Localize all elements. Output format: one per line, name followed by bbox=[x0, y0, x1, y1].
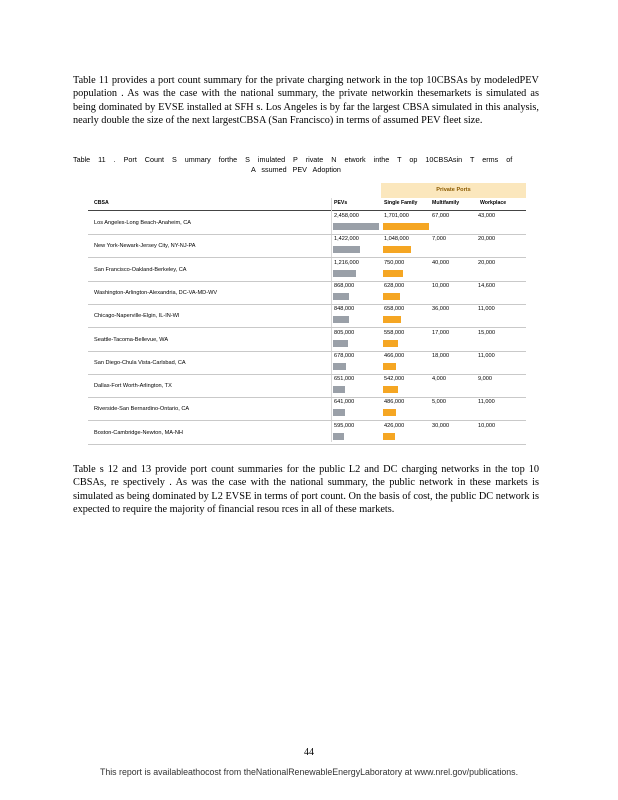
workplace-cell: 43,000 bbox=[478, 213, 496, 219]
table-row bbox=[88, 211, 526, 235]
cbsa-cell: Los Angeles-Long Beach-Anaheim, CA bbox=[94, 220, 192, 226]
caption-line-1: Table 11 . Port Count S ummary forthe S imulated P rivate N etwork inthe T op 10CBSAsin T erms of bbox=[73, 155, 513, 164]
single-family-cell: 750,000 bbox=[384, 259, 405, 266]
workplace-cell: 10,000 bbox=[478, 422, 496, 429]
multifamily-cell: 40,000 bbox=[432, 259, 450, 266]
multifamily-cell: 18,000 bbox=[432, 352, 450, 359]
single-family-cell: 558,000 bbox=[384, 329, 405, 336]
col-header-multifamily: Multifamily bbox=[432, 200, 460, 206]
pevs-cell: 651,000 bbox=[334, 376, 355, 383]
single-family-bar bbox=[383, 340, 398, 347]
pevs-bar bbox=[333, 363, 346, 370]
cbsa-cell: San Francisco-Oakland-Berkeley, CA bbox=[94, 266, 187, 273]
workplace-cell: 11,000 bbox=[478, 306, 495, 313]
single-family-cell: 1,048,000 bbox=[384, 236, 409, 243]
single-family-cell: 628,000 bbox=[384, 282, 405, 289]
table-row bbox=[88, 304, 526, 328]
single-family-bar bbox=[383, 293, 400, 300]
table-row bbox=[88, 374, 526, 398]
cbsa-cell: Boston-Cambridge-Newton, MA-NH bbox=[94, 429, 183, 436]
multifamily-cell: 17,000 bbox=[432, 329, 450, 336]
pevs-bar bbox=[333, 246, 360, 253]
pevs-bar bbox=[333, 409, 345, 416]
page-footer: This report is availableathocost from theNationalRenewableEnergyLaboratory at www.nrel.gov/publications. bbox=[99, 767, 519, 777]
pevs-bar bbox=[333, 386, 345, 393]
pevs-cell: 1,216,000 bbox=[334, 259, 359, 266]
multifamily-cell: 4,000 bbox=[432, 376, 446, 383]
single-family-cell: 426,000 bbox=[384, 422, 405, 429]
workplace-cell: 20,000 bbox=[478, 259, 496, 266]
pevs-bar bbox=[333, 316, 349, 323]
table-row bbox=[88, 397, 526, 421]
single-family-bar bbox=[383, 386, 398, 393]
table-row bbox=[88, 281, 526, 305]
table-row bbox=[88, 258, 526, 282]
pevs-bar bbox=[333, 340, 348, 347]
cbsa-cell: Seattle-Tacoma-Bellevue, WA bbox=[94, 336, 169, 343]
table-row bbox=[88, 328, 526, 352]
pevs-cell: 1,422,000 bbox=[334, 236, 359, 243]
col-header-pevs: PEVs bbox=[334, 200, 348, 206]
table-row bbox=[88, 234, 526, 258]
caption-line-2: A ssumed PEV Adoption bbox=[251, 165, 341, 175]
private-ports-group-header: Private Ports bbox=[381, 183, 526, 198]
workplace-cell: 11,000 bbox=[478, 399, 495, 406]
cbsa-cell: Riverside-San Bernardino-Ontario, CA bbox=[94, 406, 190, 413]
body-paragraph-2: Table s 12 and 13 provide port count summaries for the public L2 and DC charging networks in the top 10 CBSAs, re spectively . As was the case with the national summary, the public network in these markets is simulated as being dominated by L2 EVSE in terms of port count. On the basis of cost, the public DC network is expected to require the majority of financial resou rces in all of these markets. bbox=[73, 464, 539, 516]
single-family-bar bbox=[383, 270, 403, 277]
pevs-cell: 2,458,000 bbox=[334, 213, 359, 219]
pevs-cell: 678,000 bbox=[334, 352, 355, 359]
pevs-cell: 641,000 bbox=[334, 399, 355, 406]
table-row bbox=[88, 351, 526, 375]
multifamily-cell: 5,000 bbox=[432, 399, 446, 406]
col-header-single-family: Single Family bbox=[384, 200, 418, 206]
workplace-cell: 20,000 bbox=[478, 236, 496, 243]
single-family-bar bbox=[383, 409, 396, 416]
workplace-cell: 14,600 bbox=[478, 282, 496, 289]
multifamily-cell: 30,000 bbox=[432, 422, 450, 429]
cbsa-cell: San Diego-Chula Vista-Carlsbad, CA bbox=[94, 359, 186, 366]
table-caption bbox=[73, 155, 543, 176]
single-family-bar bbox=[383, 246, 411, 253]
workplace-cell: 9,000 bbox=[478, 376, 492, 383]
cbsa-cell: Washington-Arlington-Alexandria, DC-VA-MD-WV bbox=[94, 289, 218, 296]
pevs-bar bbox=[333, 293, 349, 300]
single-family-bar bbox=[383, 433, 395, 440]
single-family-cell: 1,701,000 bbox=[384, 213, 409, 219]
single-family-bar bbox=[383, 363, 396, 370]
table-row bbox=[88, 421, 526, 445]
single-family-bar bbox=[383, 223, 429, 230]
workplace-cell: 11,000 bbox=[478, 352, 495, 359]
multifamily-cell: 36,000 bbox=[432, 306, 450, 313]
cbsa-cell: Dallas-Fort Worth-Arlington, TX bbox=[94, 383, 172, 390]
page-number: 44 bbox=[304, 747, 314, 758]
cbsa-cell: Chicago-Naperville-Elgin, IL-IN-WI bbox=[94, 313, 180, 320]
pevs-cell: 805,000 bbox=[334, 329, 355, 336]
pevs-cell: 595,000 bbox=[334, 422, 355, 429]
workplace-cell: 15,000 bbox=[478, 329, 496, 336]
single-family-cell: 466,000 bbox=[384, 352, 405, 359]
body-paragraph-1: Table 11 provides a port count summary for the private charging network in the top 10CBSAs by modeledPEV population . As was the case with the national summary, the private networkin thesemarkets is simulated as being dominated by EVSE installed at SFH s. Los Angeles is by far the largest CBSA simulated in this analysis, nearly double the size of the next largestCBSA (San Francisco) in terms of assumed PEV fleet size. bbox=[73, 75, 539, 127]
pevs-bar bbox=[333, 270, 356, 277]
pevs-bar bbox=[333, 433, 344, 440]
pevs-bar bbox=[333, 223, 379, 230]
pevs-cell: 848,000 bbox=[334, 306, 355, 313]
single-family-cell: 542,000 bbox=[384, 376, 405, 383]
single-family-cell: 486,000 bbox=[384, 399, 405, 406]
multifamily-cell: 67,000 bbox=[432, 213, 450, 219]
table-column-headers bbox=[88, 198, 526, 211]
multifamily-cell: 7,000 bbox=[432, 236, 446, 243]
col-header-cbsa: CBSA bbox=[94, 200, 109, 206]
pevs-cell: 868,000 bbox=[334, 282, 355, 289]
multifamily-cell: 10,000 bbox=[432, 282, 450, 289]
col-header-workplace: Workplace bbox=[480, 200, 507, 206]
cbsa-cell: New York-Newark-Jersey City, NY-NJ-PA bbox=[94, 243, 196, 250]
single-family-bar bbox=[383, 316, 401, 323]
single-family-cell: 658,000 bbox=[384, 306, 405, 313]
